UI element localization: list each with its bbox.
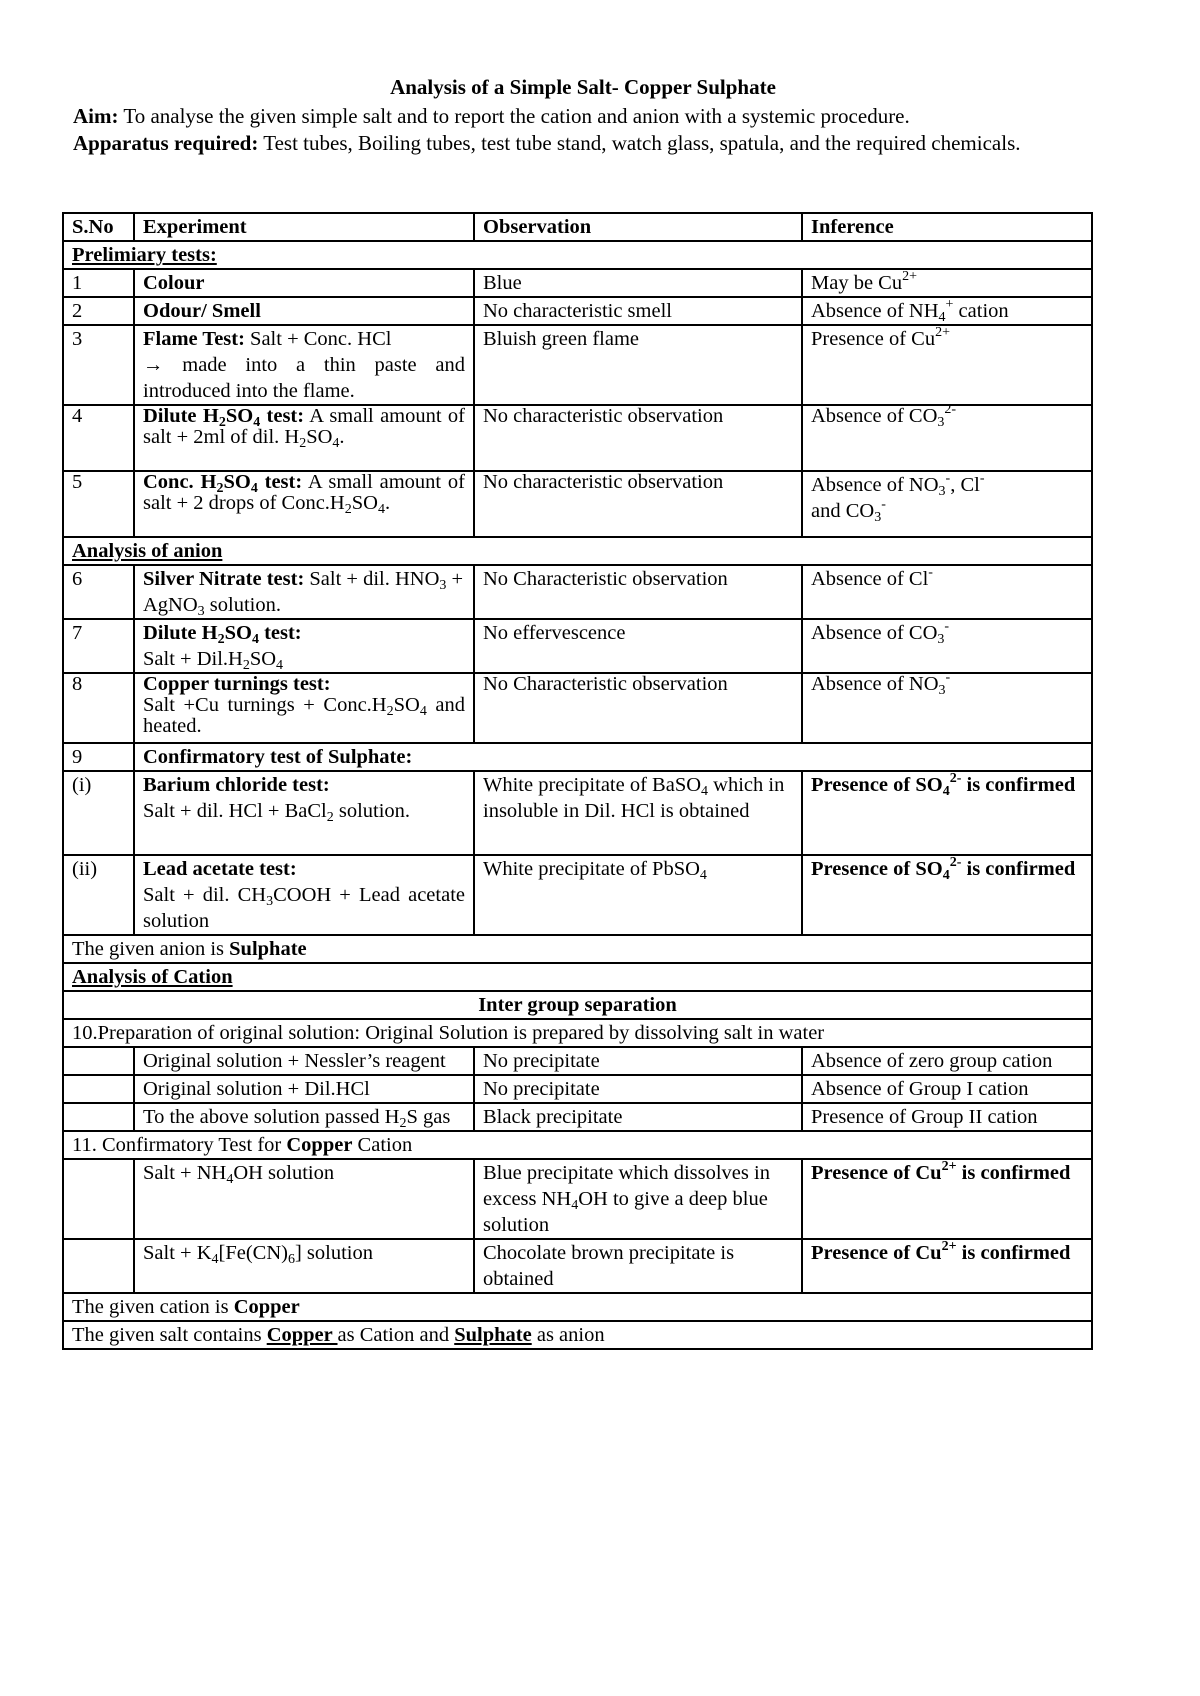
salt-analysis-table xyxy=(62,212,1093,1350)
observation-cell: No characteristic observation xyxy=(474,471,802,537)
experiment-cell: Barium chloride test: Salt + dil. HCl + BaCl$_2$ solution. xyxy=(134,771,474,855)
row-number: (ii) xyxy=(63,855,134,935)
observation-cell: Black precipitate xyxy=(474,1103,802,1131)
table-row xyxy=(63,565,1092,619)
experiment-cell: Copper turnings test: Salt +Cu turnings + $Conc.H_2SO_4$ and heated. xyxy=(134,673,474,743)
table-header-row xyxy=(63,213,1092,241)
table-row xyxy=(63,619,1092,673)
row-number xyxy=(63,1075,134,1103)
inference-cell: May be $Cu^{2+}$ xyxy=(802,269,1092,297)
final-result: The given salt contains Copper as Cation and Sulphate as anion xyxy=(63,1321,1092,1349)
row-number: 3 xyxy=(63,325,134,405)
row-number: 4 xyxy=(63,405,134,471)
section-preliminary: Prelimiary tests: xyxy=(63,241,1092,269)
observation-cell: No effervescence xyxy=(474,619,802,673)
experiment-cell: Silver Nitrate test: Salt + dil. $HNO_3$ + AgNO$_3$ solution. xyxy=(134,565,474,619)
table-row xyxy=(63,1131,1092,1159)
inference-cell: Absence of $CO_3^{2-}$ xyxy=(802,405,1092,471)
inference-cell: Presence of Group II cation xyxy=(802,1103,1092,1131)
table-row xyxy=(63,673,1092,743)
header-experiment: Experiment xyxy=(134,213,474,241)
observation-cell: No precipitate xyxy=(474,1047,802,1075)
anion-result: The given anion is Sulphate xyxy=(63,935,1092,963)
inference-cell: Presence of $SO_4^{2-}$ is confirmed xyxy=(802,855,1092,935)
table-row xyxy=(63,1047,1092,1075)
observation-cell: No characteristic observation xyxy=(474,405,802,471)
inference-cell: Absence of $NO_3^-$ xyxy=(802,673,1092,743)
row-number xyxy=(63,1103,134,1131)
table-row xyxy=(63,1239,1092,1293)
result-row xyxy=(63,1293,1092,1321)
inference-cell: Presence of $Cu^{2+}$ is confirmed xyxy=(802,1159,1092,1239)
experiment-cell: Conc. $H_2SO_4$ test: A small amount of salt + 2 drops of $Conc.H_2SO_4$. xyxy=(134,471,474,537)
table-row xyxy=(63,1075,1092,1103)
inference-cell: Absence of zero group cation xyxy=(802,1047,1092,1075)
page-title: Analysis of a Simple Salt- Copper Sulphate xyxy=(390,75,776,99)
result-row xyxy=(63,935,1092,963)
inference-cell: Absence of $CO_3^-$ xyxy=(802,619,1092,673)
experiment-cell: Salt + $K_4[Fe(CN)_6]$ solution xyxy=(134,1239,474,1293)
experiment-cell: Dilute $H_2SO_4$ test: Salt + $Dil.H_2SO_4$ xyxy=(134,619,474,673)
observation-cell: No Characteristic observation xyxy=(474,565,802,619)
table-row xyxy=(63,297,1092,325)
aim-text: To analyse the given simple salt and to report the cation and anion with a systemic procedure. xyxy=(123,104,910,128)
row-number: 1 xyxy=(63,269,134,297)
header-inference: Inference xyxy=(802,213,1092,241)
experiment-cell: Original solution + Dil.HCl xyxy=(134,1075,474,1103)
apparatus-text: Test tubes, Boiling tubes, test tube stand, watch glass, spatula, and the required chemicals. xyxy=(263,131,1021,155)
apparatus-label: Apparatus required: xyxy=(73,131,259,155)
section-row xyxy=(63,991,1092,1019)
row-number: 6 xyxy=(63,565,134,619)
apparatus-paragraph xyxy=(73,130,1093,157)
row-number: (i) xyxy=(63,771,134,855)
observation-cell: Blue precipitate which dissolves in excess $NH_4OH$ to give a deep blue solution xyxy=(474,1159,802,1239)
inference-cell: Presence of $Cu^{2+}$ xyxy=(802,325,1092,405)
inference-cell: Presence of $SO_4^{2-}$ is confirmed xyxy=(802,771,1092,855)
observation-cell: Blue xyxy=(474,269,802,297)
aim-label: Aim: xyxy=(73,104,119,128)
observation-cell: Bluish green flame xyxy=(474,325,802,405)
original-solution-step: 10.Preparation of original solution: Original Solution is prepared by dissolving salt in water xyxy=(63,1019,1092,1047)
table-row xyxy=(63,269,1092,297)
result-row xyxy=(63,1321,1092,1349)
section-row xyxy=(63,537,1092,565)
section-cation: Analysis of Cation xyxy=(63,963,1092,991)
observation-cell: No characteristic smell xyxy=(474,297,802,325)
arrow-icon: → xyxy=(143,354,164,376)
row-number: 5 xyxy=(63,471,134,537)
inference-cell: Presence of $Cu^{2+}$ is confirmed xyxy=(802,1239,1092,1293)
header-observation: Observation xyxy=(474,213,802,241)
table-row xyxy=(63,405,1092,471)
observation-cell: White precipitate of PbSO$_4$ xyxy=(474,855,802,935)
row-number: 8 xyxy=(63,673,134,743)
table-row xyxy=(63,1103,1092,1131)
experiment-cell: Dilute $H_2SO_4$ test: A small amount of salt + 2ml of dil. $H_2SO_4$. xyxy=(134,405,474,471)
inference-cell: Absence of $NH_4^+$ cation xyxy=(802,297,1092,325)
section-row xyxy=(63,963,1092,991)
confirmatory-heading: Confirmatory test of Sulphate: xyxy=(134,743,1092,771)
copper-confirmatory-heading: 11. Confirmatory Test for Copper Cation xyxy=(63,1131,1092,1159)
row-number: 9 xyxy=(63,743,134,771)
row-number xyxy=(63,1047,134,1075)
table-row xyxy=(63,325,1092,405)
section-anion: Analysis of anion xyxy=(63,537,1092,565)
row-number xyxy=(63,1159,134,1239)
experiment-cell: Lead acetate test: Salt + dil. $CH_3COOH$ + Lead acetate solution xyxy=(134,855,474,935)
observation-cell: No Characteristic observation xyxy=(474,673,802,743)
table-row xyxy=(63,471,1092,537)
experiment-cell: Flame Test: Salt + Conc. HCl → made into a thin paste and introduced into the flame. xyxy=(134,325,474,405)
inference-cell: Absence of $NO_3^-$, Cl- and $CO_3^-$ xyxy=(802,471,1092,537)
table-row xyxy=(63,855,1092,935)
table-row xyxy=(63,1159,1092,1239)
section-inter-group: Inter group separation xyxy=(63,991,1092,1019)
table-row xyxy=(63,743,1092,771)
experiment-cell: To the above solution passed $H_2S$ gas xyxy=(134,1103,474,1131)
table-row xyxy=(63,771,1092,855)
table-row xyxy=(63,1019,1092,1047)
cation-result: The given cation is Copper xyxy=(63,1293,1092,1321)
experiment-cell: Odour/ Smell xyxy=(134,297,474,325)
row-number xyxy=(63,1239,134,1293)
row-number: 7 xyxy=(63,619,134,673)
inference-cell: Absence of Group I cation xyxy=(802,1075,1092,1103)
section-row xyxy=(63,241,1092,269)
experiment-cell: Salt + $NH_4OH$ solution xyxy=(134,1159,474,1239)
header-sno: S.No xyxy=(63,213,134,241)
observation-cell: White precipitate of BaSO$_4$ which in insoluble in Dil. HCl is obtained xyxy=(474,771,802,855)
inference-cell: Absence of Cl- xyxy=(802,565,1092,619)
observation-cell: No precipitate xyxy=(474,1075,802,1103)
observation-cell: Chocolate brown precipitate is obtained xyxy=(474,1239,802,1293)
experiment-cell: Colour xyxy=(134,269,474,297)
aim-paragraph xyxy=(73,103,1093,130)
row-number: 2 xyxy=(63,297,134,325)
experiment-cell: Original solution + Nessler’s reagent xyxy=(134,1047,474,1075)
